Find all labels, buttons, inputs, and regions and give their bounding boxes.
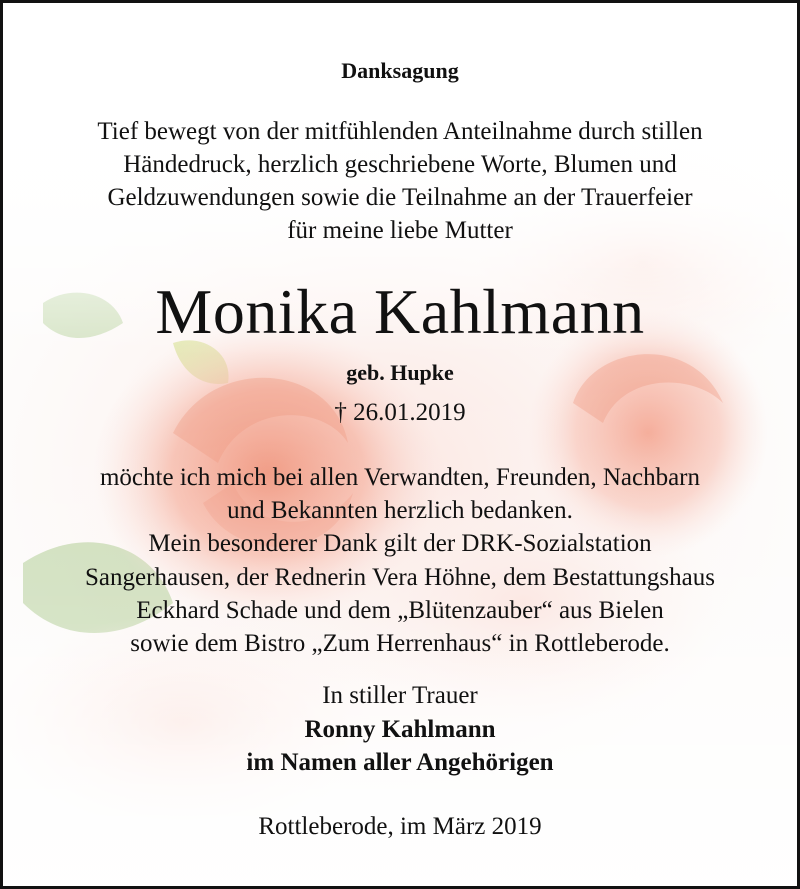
- intro-line: Händedruck, herzlich geschriebene Worte, Blumen und: [123, 151, 677, 178]
- death-date: † 26.01.2019: [334, 399, 466, 426]
- thanks-line: Mein besonderer Dank gilt der DRK-Sozialstation: [148, 530, 652, 557]
- intro-line: Geldzuwendungen sowie die Teilnahme an der Trauerfeier: [107, 184, 693, 211]
- intro-line: für meine liebe Mutter: [287, 217, 513, 244]
- maiden-name: geb. Hupke: [346, 360, 454, 385]
- thanks-line: sowie dem Bistro „Zum Herrenhaus“ in Rottleberode.: [130, 630, 670, 657]
- intro-line: Tief bewegt von der mitfühlenden Anteilnahme durch stillen: [97, 118, 703, 145]
- deceased-name: Monika Kahlmann: [155, 276, 645, 347]
- thanks-line: Eckhard Schade und dem „Blütenzauber“ aus Bielen: [136, 597, 664, 624]
- signer-name: Ronny Kahlmann: [304, 716, 496, 743]
- thanks-line: möchte ich mich bei allen Verwandten, Freunden, Nachbarn: [99, 464, 701, 491]
- thanks-line: und Bekannten herzlich bedanken.: [227, 497, 573, 524]
- family-line: im Namen aller Angehörigen: [246, 749, 554, 776]
- thanks-line: Sangerhausen, der Rednerin Vera Höhne, dem Bestattungshaus: [85, 564, 715, 591]
- place-date: Rottleberode, im März 2019: [258, 813, 542, 840]
- closing: In stiller Trauer: [322, 682, 478, 709]
- heading: Danksagung: [341, 58, 459, 83]
